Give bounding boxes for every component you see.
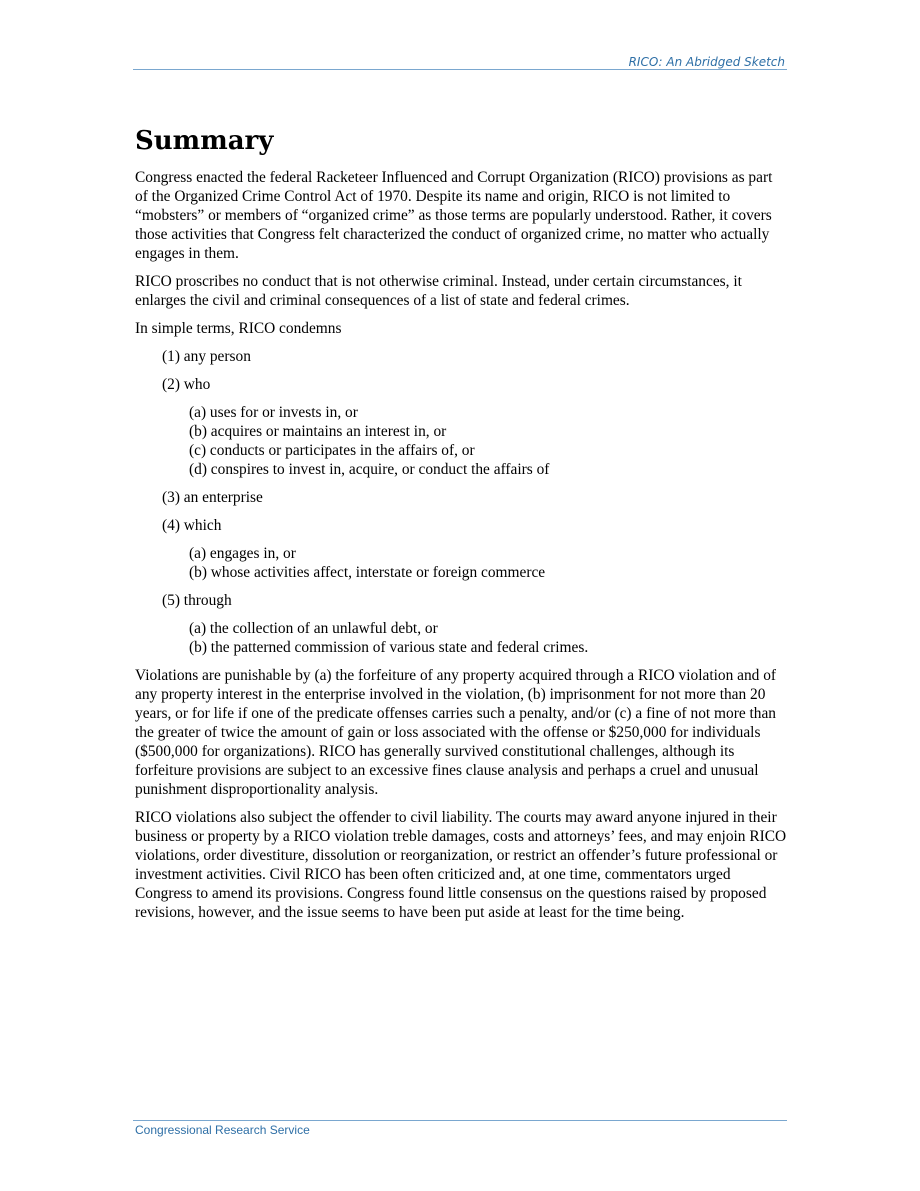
element-item-4: (4) which [162,517,222,534]
element-item-1: (1) any person [162,348,251,365]
summary-section [135,124,789,931]
element-item-3: (3) an enterprise [162,489,263,506]
footer-divider [133,1120,787,1121]
running-header-title: RICO: An Abridged Sketch [628,55,785,69]
sub-item: (b) acquires or maintains an interest in, or [189,423,447,440]
summary-heading: Summary [135,126,274,156]
element-item-5-subitems [189,619,789,657]
rico-elements-list [135,347,789,657]
sub-item: (c) conducts or participates in the affairs of, or [189,442,475,459]
element-item-5: (5) through [162,592,232,609]
header-divider [133,69,787,70]
intro-paragraph-3: In simple terms, RICO condemns [135,320,342,337]
intro-paragraph-1: Congress enacted the federal Racketeer Influenced and Corrupt Organization (RICO) provisions as part of the Organized Crime Control Act of 1970. Despite its name and origin, RICO is not limited to “mobsters” or members of “organized crime” as those terms are popularly understood. Rather, it covers those activities that Congress felt characterized the conduct of organized crime, no matter who actually engages in them. [135,169,773,262]
sub-item: (a) the collection of an unlawful debt, or [189,620,438,637]
sub-item: (a) engages in, or [189,545,296,562]
element-item-4-subitems [189,544,789,582]
element-item-2: (2) who [162,376,211,393]
footer-publisher: Congressional Research Service [135,1123,310,1137]
intro-paragraph-2: RICO proscribes no conduct that is not otherwise criminal. Instead, under certain circumstances, it enlarges the civil and criminal consequences of a list of state and federal crimes. [135,273,742,309]
sub-item: (d) conspires to invest in, acquire, or conduct the affairs of [189,461,550,478]
civil-liability-paragraph: RICO violations also subject the offender to civil liability. The courts may award anyone injured in their business or property by a RICO violation treble damages, costs and attorneys’ fees, and may enjoin RICO violations, order divestiture, dissolution or reorganization, or restrict an offender’s future professional or investment activities. Civil RICO has been often criticized and, at one time, commentators urged Congress to amend its provisions. Congress found little consensus on the questions raised by proposed revisions, however, and the issue seems to have been put aside at least for the time being. [135,809,787,921]
sub-item: (b) the patterned commission of various state and federal crimes. [189,639,589,656]
sub-item: (a) uses for or invests in, or [189,404,358,421]
penalties-paragraph: Violations are punishable by (a) the forfeiture of any property acquired through a RICO violation and of any property interest in the enterprise involved in the violation, (b) imprisonment for not more than 20 years, or for life if one of the predicate offenses carries such a penalty, and/or (c) a fine of not more than the greater of twice the amount of gain or loss associated with the offense or $250,000 for individuals ($500,000 for organizations). RICO has generally survived constitutional challenges, although its forfeiture provisions are subject to an excessive fines clause analysis and perhaps a cruel and unusual punishment disproportionality analysis. [135,667,777,798]
element-item-2-subitems [189,403,789,479]
sub-item: (b) whose activities affect, interstate or foreign commerce [189,564,546,581]
